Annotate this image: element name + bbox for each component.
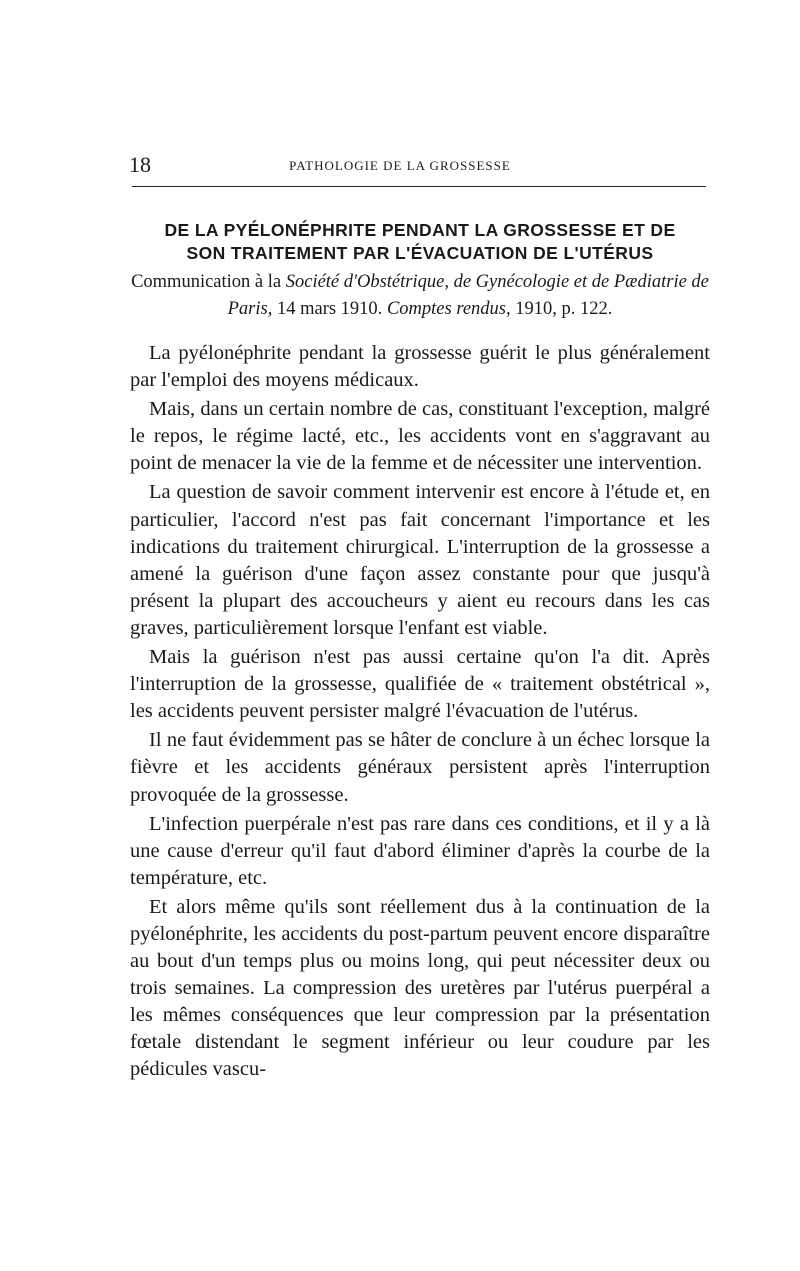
article-title (120, 219, 720, 265)
running-title: PATHOLOGIE DE LA GROSSESSE (289, 158, 511, 173)
page-number: 18 (129, 152, 151, 177)
citation (127, 269, 713, 323)
citation-society: Société d'Obstétrique, de Gynécologie et de Pædiatrie de Paris, (227, 272, 709, 319)
citation-ref: 1910, p. 122. (510, 299, 613, 319)
paragraph: La question de savoir comment intervenir est encore à l'étude et, en particulier, l'accord n'est pas fait concernant l'importance et les indications du traitement chirurgical. L'interruption de la grossesse a amené la guérison d'une façon assez constante pour que jusqu'à présent la plupart des accoucheurs y aient eu recours dans les cas graves, particulièrement lorsque l'enfant est viable. (130, 481, 710, 639)
header-rule (132, 186, 706, 187)
paragraph: Et alors même qu'ils sont réellement dus à la continuation de la pyélonéphrite, les accidents du post-partum peuvent encore disparaître au bout d'un temps plus ou moins long, qui peut nécessiter deux ou trois semaines. La compression des uretères par l'utérus puerpéral a les mêmes conséquences que leur compression par la présentation fœtale distendant le segment inférieur ou leur coudure par les pédicules vascu- (130, 895, 710, 1081)
paragraph: La pyélonéphrite pendant la grossesse guérit le plus généralement par l'emploi des moyens médicaux. (130, 342, 710, 392)
citation-prefix: Communication à la (131, 272, 286, 292)
citation-date: 14 mars 1910. (272, 299, 387, 319)
article-title-line-1: DE LA PYÉLONÉPHRITE PENDANT LA GROSSESSE ET DE (164, 220, 676, 240)
paragraph: L'infection puerpérale n'est pas rare dans ces conditions, et il y a là une cause d'erreur qu'il faut d'abord éliminer d'après la courbe de la température, etc. (130, 812, 710, 889)
paragraph: Mais, dans un certain nombre de cas, constituant l'exception, malgré le repos, le régime lacté, etc., les accidents vont en s'aggravant au point de menacer la vie de la femme et de nécessiter une intervention. (130, 398, 710, 475)
paragraph: Il ne faut évidemment pas se hâter de conclure à un échec lorsque la fièvre et les accidents généraux persistent après l'interruption provoquée de la grossesse. (130, 729, 710, 806)
article-title-line-2: SON TRAITEMENT PAR L'ÉVACUATION DE L'UTÉRUS (186, 243, 654, 263)
body-text (130, 340, 710, 1086)
citation-proceedings: Comptes rendus, (386, 299, 511, 319)
paragraph: Mais la guérison n'est pas aussi certaine qu'on l'a dit. Après l'interruption de la grossesse, qualifiée de « traitement obstétrical », les accidents peuvent persister malgré l'évacuation de l'utérus. (130, 646, 710, 723)
